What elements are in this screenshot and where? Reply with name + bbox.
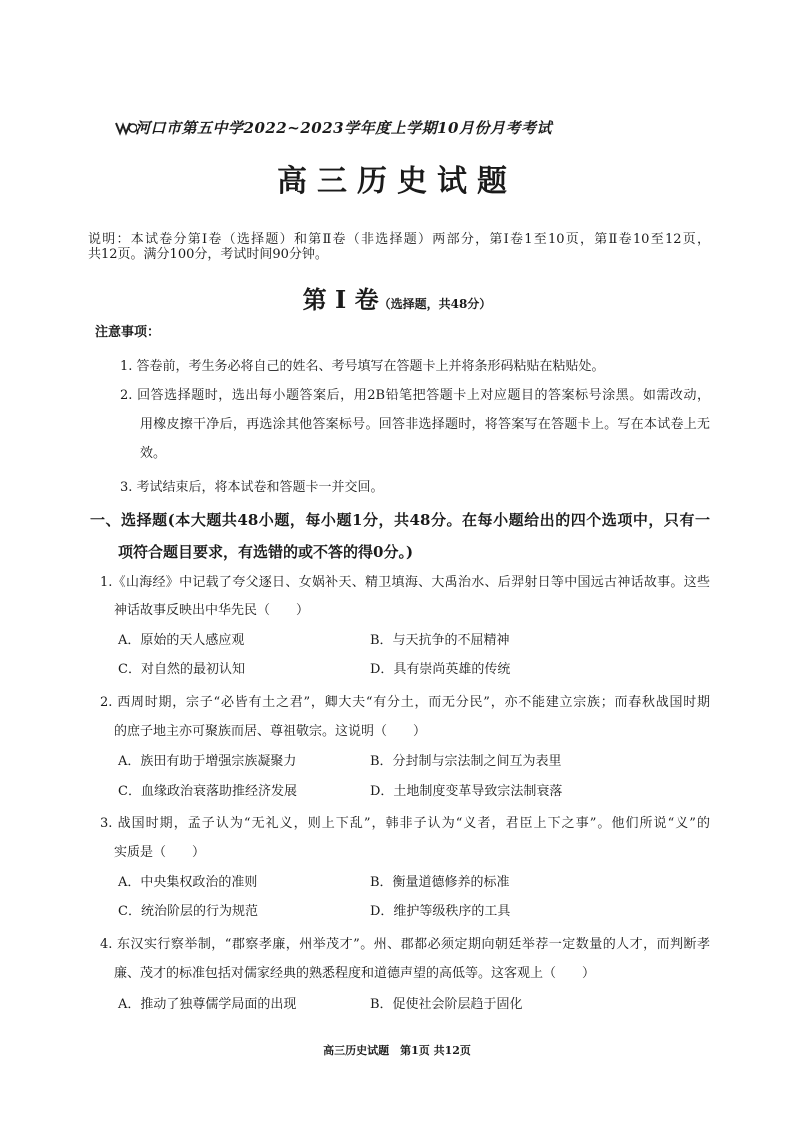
page-title: 高三历史试题 — [277, 164, 517, 199]
question-2-stem: 2. 西周时期，宗子“必皆有土之君”，卿大夫“有分土，而无分民”，亦不能建立宗族；而春秋战国时期 — [100, 695, 710, 710]
exam-description-line1: 说明：本试卷分第Ⅰ卷（选择题）和第Ⅱ卷（非选择题）两部分，第Ⅰ卷1至10页，第Ⅱ卷10至12页， — [88, 232, 710, 247]
question-1-stem-cont: 神话故事反映出中华先民（ ） — [114, 603, 310, 618]
notice-item-2-cont: 用橡皮擦干净后，再选涂其他答案标号。回答非选择题时，将答案写在答题卡上。写在本试卷上无 — [140, 417, 710, 432]
volume-heading — [0, 285, 794, 319]
question-4-stem-cont: 廉、茂才的标准包括对儒家经典的熟悉程度和道德声望的高低等。这客观上（ ） — [114, 966, 596, 981]
notice-heading: 注意事项： — [95, 325, 161, 340]
question-2-option-a: A．族田有助于增强宗族凝聚力 — [118, 754, 297, 769]
question-4-stem: 4. 东汉实行察举制，“郡察孝廉，州举茂才”。州、郡都必须定期向朝廷举荐一定数量的人才，而判断孝 — [100, 937, 710, 952]
question-1-option-c: C．对自然的最初认知 — [118, 662, 245, 677]
exam-description-line2: 共12页。满分100分，考试时间90分钟。 — [88, 247, 328, 262]
section-heading-line2: 项符合题目要求，有选错的或不答的得0分。) — [118, 543, 414, 561]
question-3-option-a: A．中央集权政治的准则 — [118, 875, 258, 890]
question-1-option-b: B．与天抗争的不屈精神 — [370, 633, 510, 648]
notice-item-3: 3. 考试结束后，将本试卷和答题卡一并交回。 — [120, 480, 384, 495]
question-3-stem: 3. 战国时期，孟子认为“无礼义，则上下乱”，韩非子认为“义者，君臣上下之事”。他们所说“义”的 — [100, 816, 710, 831]
question-2-option-d: D．土地制度变革导致宗法制衰落 — [370, 784, 563, 799]
question-1-option-d: D．具有崇尚英雄的传统 — [370, 662, 511, 677]
question-2-option-b: B．分封制与宗法制之间互为表里 — [370, 754, 562, 769]
question-3-stem-cont: 实质是（ ） — [114, 845, 206, 860]
question-4-option-b: B．促使社会阶层趋于固化 — [370, 997, 523, 1012]
notice-item-1: 1. 答卷前，考生务必将自己的姓名、考号填写在答题卡上并将条形码粘贴在粘贴处。 — [120, 359, 605, 374]
question-2-option-c: C．血缘政治衰落助推经济发展 — [118, 784, 297, 799]
question-3-option-c: C．统治阶层的行为规范 — [118, 904, 258, 919]
question-1-stem: 1.《山海经》中记载了夸父逐日、女娲补天、精卫填海、大禹治水、后羿射日等中国远古神话故事。这些 — [100, 575, 710, 590]
question-1-option-a: A．原始的天人感应观 — [118, 633, 245, 648]
question-4-option-a: A．推动了独尊儒学局面的出现 — [118, 997, 297, 1012]
notice-item-2: 2. 回答选择题时，选出每小题答案后，用2B铅笔把答题卡上对应题目的答案标号涂黑。如需改动， — [120, 388, 710, 403]
volume-subtitle: （选择题，共48分） — [378, 297, 492, 311]
school-logo-icon — [115, 120, 137, 136]
volume-title: 第 Ⅰ 卷 — [302, 285, 379, 314]
question-3-option-d: D．维护等级秩序的工具 — [370, 904, 511, 919]
question-2-stem-cont: 的庶子地主亦可聚族而居、尊祖敬宗。这说明（ ） — [114, 724, 427, 739]
page-footer: 高三历史试题 第1页 共12页 — [323, 1044, 471, 1057]
notice-item-2-end: 效。 — [140, 446, 167, 461]
school-exam-line: 河口市第五中学2022~2023学年度上学期10月份月考考试 — [135, 119, 552, 137]
section-heading-line1: 一、选择题(本大题共48小题，每小题1分，共48分。在每小题给出的四个选项中，只有一 — [90, 511, 710, 529]
question-3-option-b: B．衡量道德修养的标准 — [370, 875, 510, 890]
